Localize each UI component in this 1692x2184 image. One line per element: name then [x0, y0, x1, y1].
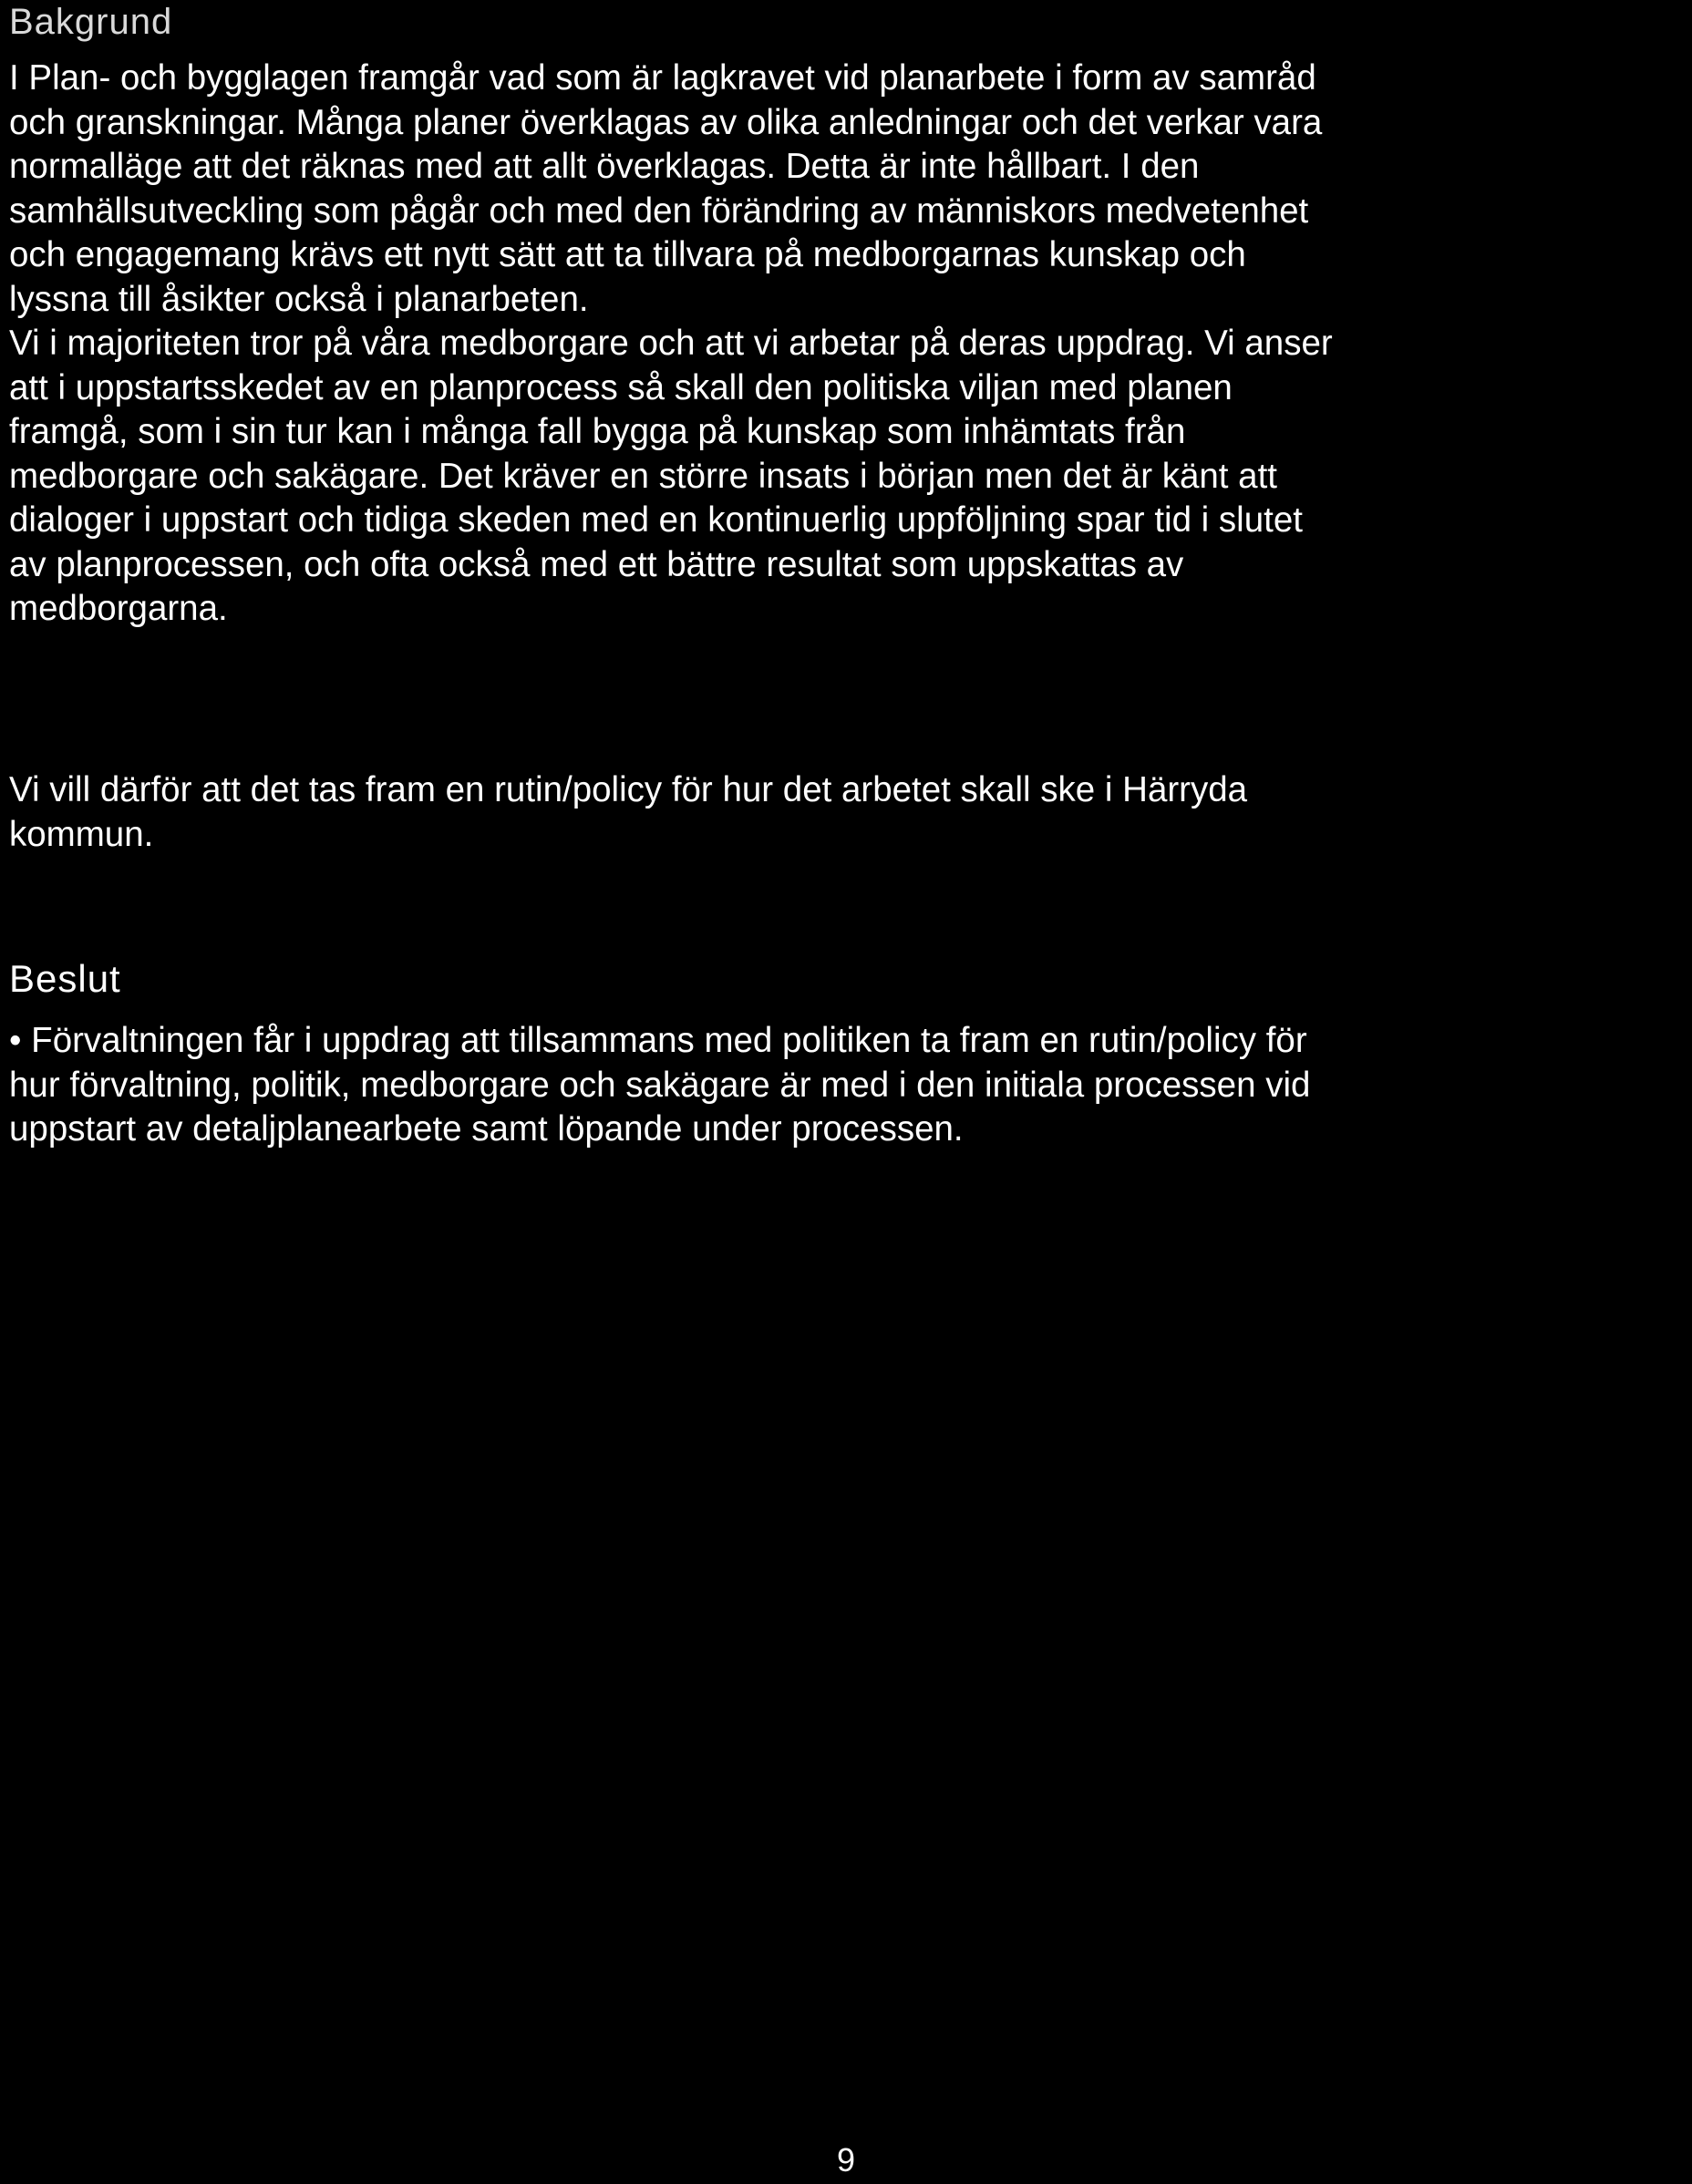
text-line: I Plan- och bygglagen framgår vad som är lagkravet vid planarbete i form av samråd	[9, 58, 1316, 98]
text-line: att i uppstartsskedet av en planprocess så skall den politiska viljan med planen	[9, 367, 1233, 407]
text-line: kommun.	[9, 814, 154, 854]
beslut-paragraph	[9, 1019, 1677, 1152]
text-line: framgå, som i sin tur kan i många fall bygga på kunskap som inhämtats från	[9, 412, 1186, 451]
text-line: Vi vill därför att det tas fram en rutin/policy för hur det arbetet skall ske i Härryda	[9, 770, 1248, 809]
text-line: uppstart av detaljplanearbete samt löpande under processen.	[9, 1109, 964, 1149]
text-line: lyssna till åsikter också i planarbeten.	[9, 279, 589, 319]
text-line: normalläge att det räknas med att allt överklagas. Detta är inte hållbart. I den	[9, 147, 1200, 186]
text-line: av planprocessen, och ofta också med ett bättre resultat som uppskattas av	[9, 544, 1184, 584]
text-line: samhällsutveckling som pågår och med den förändring av människors medvetenhet	[9, 191, 1309, 231]
text-line: • Förvaltningen får i uppdrag att tillsammans med politiken ta fram en rutin/policy för	[9, 1021, 1307, 1060]
bakgrund-paragraph	[9, 57, 1677, 632]
section-heading-beslut: Beslut	[9, 957, 121, 1000]
text-line: och granskningar. Många planer överklagas av olika anledningar och det verkar vara	[9, 102, 1323, 142]
text-line: medborgarna.	[9, 589, 228, 628]
text-line: Vi i majoriteten tror på våra medborgare och att vi arbetar på deras uppdrag. Vi anser	[9, 324, 1333, 363]
text-line: och engagemang krävs ett nytt sätt att ta tillvara på medborgarnas kunskap och	[9, 235, 1246, 274]
policy-paragraph	[9, 768, 1677, 857]
page-number: 9	[836, 2141, 856, 2179]
section-heading-bakgrund: Bakgrund	[9, 2, 173, 42]
text-line: medborgare och sakägare. Det kräver en större insats i början men det är känt att	[9, 456, 1277, 496]
text-line: dialoger i uppstart och tidiga skeden med en kontinuerlig uppföljning spar tid i slutet	[9, 500, 1303, 540]
text-line: hur förvaltning, politik, medborgare och sakägare är med i den initiala processen vid	[9, 1065, 1311, 1105]
